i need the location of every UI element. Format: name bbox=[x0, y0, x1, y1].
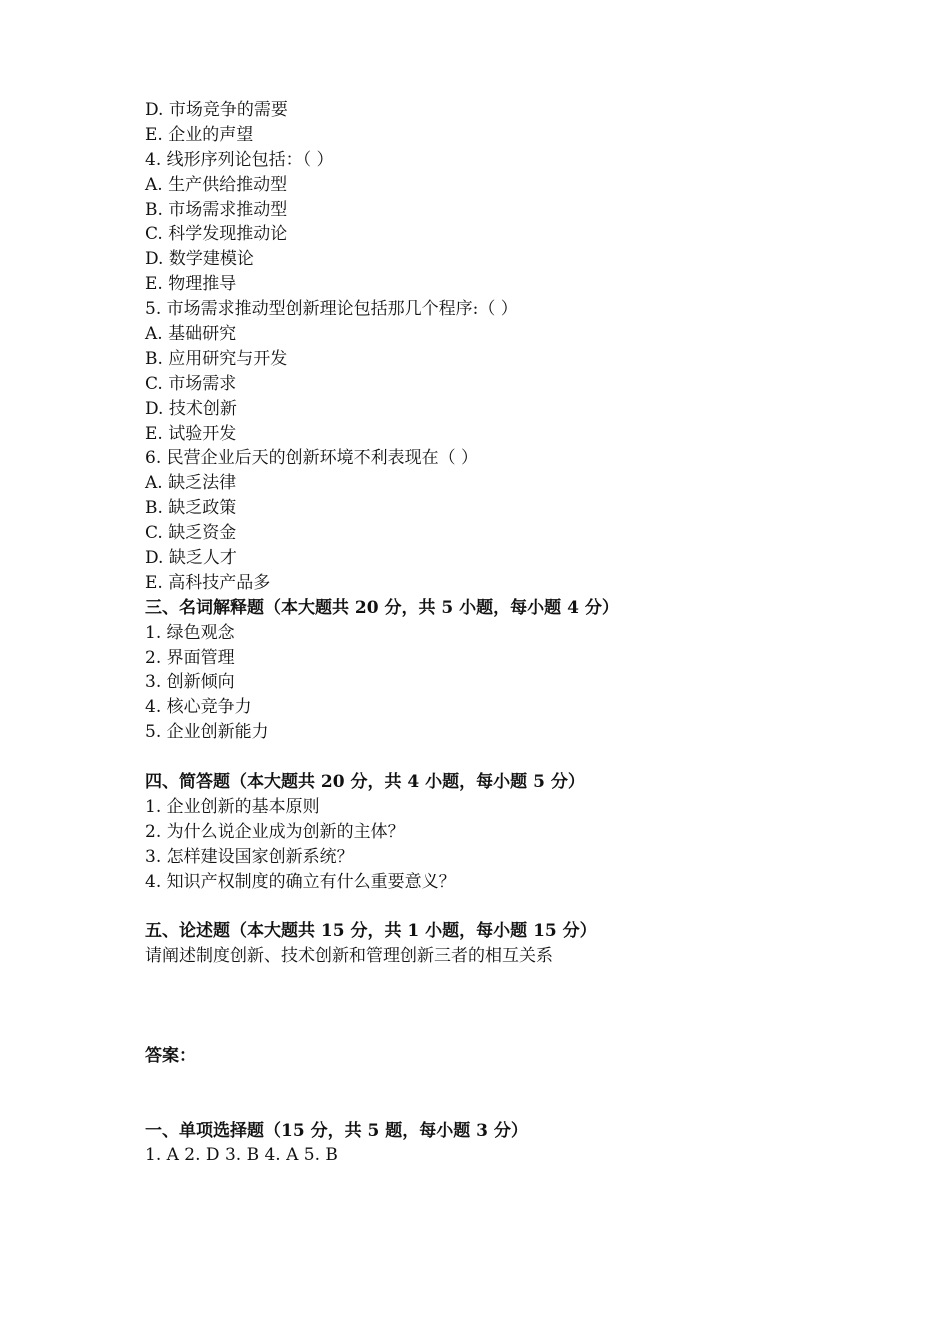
section4-item: 3. 怎样建设国家创新系统？ bbox=[145, 846, 354, 867]
q6-stem: 6. 民营企业后天的创新环境不利表现在（ ） bbox=[145, 448, 479, 469]
answers-section1-heading: 一、单项选择题（15 分，共 5 题，每小题 3 分） bbox=[145, 1120, 528, 1141]
section3-item: 5. 企业创新能力 bbox=[145, 722, 269, 743]
q5-option-d: D. 技术创新 bbox=[145, 398, 237, 419]
section5-heading: 五、论述题（本大题共 15 分，共 1 小题，每小题 15 分） bbox=[145, 921, 597, 942]
q4-stem: 4. 线形序列论包括：（ ） bbox=[145, 149, 334, 170]
section3-heading: 三、名词解释题（本大题共 20 分，共 5 小题，每小题 4 分） bbox=[145, 597, 619, 618]
answers-heading: 答案： bbox=[145, 1045, 196, 1066]
q3-option-e: E. 企业的声望 bbox=[145, 124, 254, 145]
section5-item: 请阐述制度创新、技术创新和管理创新三者的相互关系 bbox=[145, 946, 553, 967]
section4-item: 4. 知识产权制度的确立有什么重要意义？ bbox=[145, 871, 456, 892]
q5-option-a: A. 基础研究 bbox=[145, 324, 237, 345]
q3-option-d: D. 市场竞争的需要 bbox=[145, 100, 288, 120]
spacer bbox=[145, 1069, 845, 1119]
q4-option-d: D. 数学建模论 bbox=[145, 249, 254, 270]
spacer bbox=[145, 745, 845, 770]
section3-item: 2. 界面管理 bbox=[145, 647, 235, 668]
q6-option-b: B. 缺乏政策 bbox=[145, 498, 237, 519]
q5-option-b: B. 应用研究与开发 bbox=[145, 348, 288, 369]
section4-item: 1. 企业创新的基本原则 bbox=[145, 796, 320, 817]
q4-option-b: B. 市场需求推动型 bbox=[145, 199, 288, 220]
q6-option-c: C. 缺乏资金 bbox=[145, 523, 237, 544]
spacer bbox=[145, 969, 845, 1044]
q4-option-e: E. 物理推导 bbox=[145, 274, 237, 295]
section4-item: 2. 为什么说企业成为创新的主体？ bbox=[145, 821, 405, 842]
document-page bbox=[145, 98, 845, 1168]
q4-option-c: C. 科学发现推动论 bbox=[145, 224, 288, 245]
q5-option-c: C. 市场需求 bbox=[145, 373, 237, 394]
q5-option-e: E. 试验开发 bbox=[145, 423, 237, 444]
q5-stem: 5. 市场需求推动型创新理论包括那几个程序:（ ） bbox=[145, 299, 518, 320]
section4-heading: 四、简答题（本大题共 20 分，共 4 小题，每小题 5 分） bbox=[145, 772, 585, 793]
q6-option-e: E. 高科技产品多 bbox=[145, 572, 271, 593]
section3-item: 4. 核心竞争力 bbox=[145, 697, 252, 718]
section3-item: 1. 绿色观念 bbox=[145, 622, 235, 643]
answers-section1-line: 1. A 2. D 3. B 4. A 5. B bbox=[145, 1145, 338, 1166]
spacer bbox=[145, 895, 845, 920]
q6-option-a: A. 缺乏法律 bbox=[145, 473, 237, 494]
q6-option-d: D. 缺乏人才 bbox=[145, 548, 237, 569]
q4-option-a: A. 生产供给推动型 bbox=[145, 174, 288, 195]
section3-item: 3. 创新倾向 bbox=[145, 672, 235, 693]
